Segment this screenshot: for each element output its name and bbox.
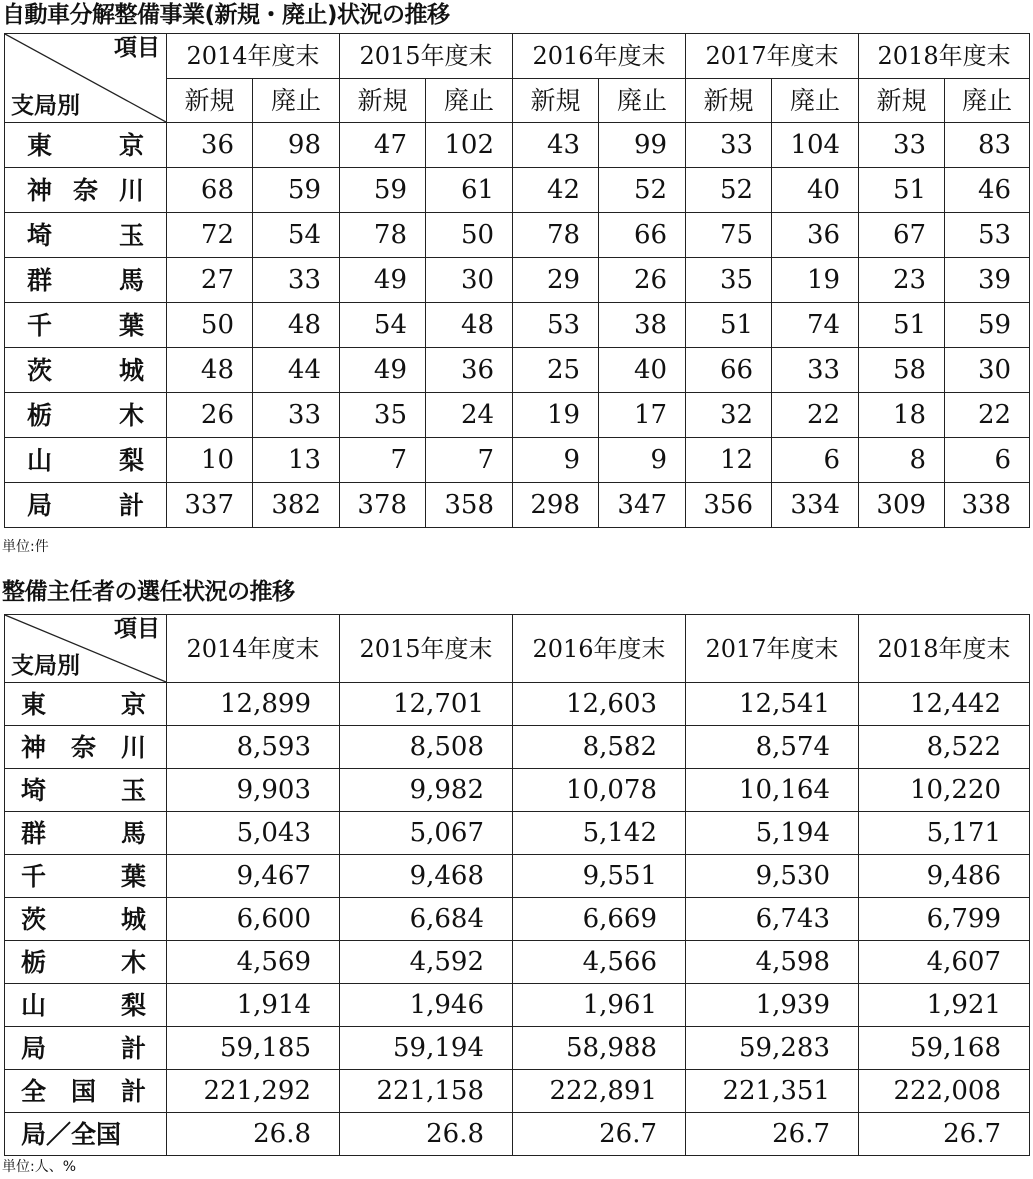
value-cell: 36 bbox=[772, 213, 859, 258]
value-cell: 49 bbox=[340, 258, 426, 303]
value-cell: 102 bbox=[426, 123, 513, 168]
row-label: 茨 城 bbox=[27, 355, 144, 385]
value-cell: 221,158 bbox=[340, 1070, 513, 1113]
value-cell: 40 bbox=[772, 168, 859, 213]
value-cell: 347 bbox=[599, 483, 686, 528]
year-header: 2014年度末 bbox=[167, 615, 340, 683]
row-label: 栃 木 bbox=[27, 400, 144, 430]
value-cell: 29 bbox=[513, 258, 599, 303]
value-cell: 26 bbox=[167, 393, 253, 438]
value-cell: 5,171 bbox=[859, 812, 1030, 855]
value-cell: 38 bbox=[599, 303, 686, 348]
table-row bbox=[5, 769, 1030, 812]
value-cell: 4,592 bbox=[340, 941, 513, 984]
row-label: 栃 木 bbox=[21, 947, 146, 977]
new-header: 新規 bbox=[340, 79, 426, 123]
value-cell: 53 bbox=[513, 303, 599, 348]
new-header: 新規 bbox=[859, 79, 945, 123]
value-cell: 52 bbox=[686, 168, 772, 213]
value-cell: 33 bbox=[253, 393, 340, 438]
table2-title: 整備主任者の選任状況の推移 bbox=[2, 579, 295, 605]
value-cell: 26.8 bbox=[340, 1113, 513, 1156]
value-cell: 19 bbox=[513, 393, 599, 438]
corner-header-item: 項目 bbox=[114, 35, 160, 61]
value-cell: 221,351 bbox=[686, 1070, 859, 1113]
row-label: 局／全国 bbox=[21, 1119, 122, 1149]
year-header: 2015年度末 bbox=[340, 34, 513, 79]
value-cell: 6,684 bbox=[340, 898, 513, 941]
value-cell: 25 bbox=[513, 348, 599, 393]
value-cell: 378 bbox=[340, 483, 426, 528]
value-cell: 24 bbox=[426, 393, 513, 438]
value-cell: 99 bbox=[599, 123, 686, 168]
table-row bbox=[5, 168, 1030, 213]
table-row bbox=[5, 258, 1030, 303]
value-cell: 13 bbox=[253, 438, 340, 483]
abolish-header: 廃止 bbox=[945, 79, 1030, 123]
value-cell: 4,566 bbox=[513, 941, 686, 984]
value-cell: 10,220 bbox=[859, 769, 1030, 812]
value-cell: 66 bbox=[599, 213, 686, 258]
value-cell: 334 bbox=[772, 483, 859, 528]
value-cell: 6 bbox=[772, 438, 859, 483]
value-cell: 58 bbox=[859, 348, 945, 393]
value-cell: 98 bbox=[253, 123, 340, 168]
mechanic-table bbox=[4, 614, 1030, 1156]
value-cell: 75 bbox=[686, 213, 772, 258]
table-row bbox=[5, 438, 1030, 483]
value-cell: 7 bbox=[340, 438, 426, 483]
value-cell: 32 bbox=[686, 393, 772, 438]
value-cell: 30 bbox=[426, 258, 513, 303]
new-abolish-table bbox=[4, 33, 1030, 528]
value-cell: 17 bbox=[599, 393, 686, 438]
new-header: 新規 bbox=[513, 79, 599, 123]
year-header: 2017年度末 bbox=[686, 34, 859, 79]
corner-header-branch: 支局別 bbox=[11, 93, 80, 119]
table-row bbox=[5, 348, 1030, 393]
value-cell: 50 bbox=[167, 303, 253, 348]
value-cell: 9,551 bbox=[513, 855, 686, 898]
row-label: 千 葉 bbox=[21, 861, 146, 891]
new-header: 新規 bbox=[167, 79, 253, 123]
value-cell: 66 bbox=[686, 348, 772, 393]
value-cell: 8 bbox=[859, 438, 945, 483]
value-cell: 51 bbox=[686, 303, 772, 348]
value-cell: 12,603 bbox=[513, 683, 686, 726]
value-cell: 59,168 bbox=[859, 1027, 1030, 1070]
value-cell: 337 bbox=[167, 483, 253, 528]
value-cell: 4,598 bbox=[686, 941, 859, 984]
value-cell: 8,574 bbox=[686, 726, 859, 769]
row-label: 東 京 bbox=[27, 130, 144, 160]
value-cell: 59,194 bbox=[340, 1027, 513, 1070]
value-cell: 9 bbox=[599, 438, 686, 483]
value-cell: 49 bbox=[340, 348, 426, 393]
value-cell: 22 bbox=[945, 393, 1030, 438]
value-cell: 51 bbox=[859, 303, 945, 348]
value-cell: 12,541 bbox=[686, 683, 859, 726]
table-row bbox=[5, 1027, 1030, 1070]
table-row bbox=[5, 303, 1030, 348]
value-cell: 33 bbox=[686, 123, 772, 168]
value-cell: 59 bbox=[253, 168, 340, 213]
abolish-header: 廃止 bbox=[599, 79, 686, 123]
value-cell: 1,961 bbox=[513, 984, 686, 1027]
table-row bbox=[5, 898, 1030, 941]
table2-unit: 単位:人、% bbox=[2, 1159, 77, 1175]
year-header: 2015年度末 bbox=[340, 615, 513, 683]
value-cell: 221,292 bbox=[167, 1070, 340, 1113]
table-row bbox=[5, 984, 1030, 1027]
value-cell: 5,043 bbox=[167, 812, 340, 855]
abolish-header: 廃止 bbox=[426, 79, 513, 123]
value-cell: 43 bbox=[513, 123, 599, 168]
row-label: 山 梨 bbox=[27, 445, 144, 475]
value-cell: 58,988 bbox=[513, 1027, 686, 1070]
value-cell: 39 bbox=[945, 258, 1030, 303]
value-cell: 44 bbox=[253, 348, 340, 393]
value-cell: 9,982 bbox=[340, 769, 513, 812]
value-cell: 27 bbox=[167, 258, 253, 303]
value-cell: 5,142 bbox=[513, 812, 686, 855]
value-cell: 1,914 bbox=[167, 984, 340, 1027]
value-cell: 12 bbox=[686, 438, 772, 483]
value-cell: 35 bbox=[340, 393, 426, 438]
row-label: 埼 玉 bbox=[21, 775, 146, 805]
year-header: 2016年度末 bbox=[513, 615, 686, 683]
value-cell: 30 bbox=[945, 348, 1030, 393]
row-label: 群 馬 bbox=[21, 818, 146, 848]
value-cell: 8,582 bbox=[513, 726, 686, 769]
value-cell: 382 bbox=[253, 483, 340, 528]
value-cell: 9,530 bbox=[686, 855, 859, 898]
row-label: 局 計 bbox=[21, 1033, 146, 1063]
table-row bbox=[5, 683, 1030, 726]
value-cell: 22 bbox=[772, 393, 859, 438]
value-cell: 48 bbox=[253, 303, 340, 348]
table-row bbox=[5, 393, 1030, 438]
value-cell: 36 bbox=[426, 348, 513, 393]
value-cell: 18 bbox=[859, 393, 945, 438]
value-cell: 8,508 bbox=[340, 726, 513, 769]
table1-unit: 単位:件 bbox=[2, 539, 49, 555]
value-cell: 5,067 bbox=[340, 812, 513, 855]
value-cell: 52 bbox=[599, 168, 686, 213]
value-cell: 10,078 bbox=[513, 769, 686, 812]
value-cell: 35 bbox=[686, 258, 772, 303]
value-cell: 1,921 bbox=[859, 984, 1030, 1027]
table-row bbox=[5, 726, 1030, 769]
year-header: 2017年度末 bbox=[686, 615, 859, 683]
row-label: 局 計 bbox=[27, 490, 144, 520]
value-cell: 26 bbox=[599, 258, 686, 303]
value-cell: 356 bbox=[686, 483, 772, 528]
row-label: 神 奈 川 bbox=[21, 732, 146, 762]
table-row bbox=[5, 123, 1030, 168]
value-cell: 5,194 bbox=[686, 812, 859, 855]
value-cell: 59,283 bbox=[686, 1027, 859, 1070]
header-row-years bbox=[5, 34, 1030, 79]
value-cell: 6,600 bbox=[167, 898, 340, 941]
year-header: 2018年度末 bbox=[859, 34, 1030, 79]
value-cell: 338 bbox=[945, 483, 1030, 528]
value-cell: 33 bbox=[253, 258, 340, 303]
row-label: 群 馬 bbox=[27, 265, 144, 295]
value-cell: 19 bbox=[772, 258, 859, 303]
value-cell: 72 bbox=[167, 213, 253, 258]
header-row-years bbox=[5, 615, 1030, 683]
value-cell: 6,799 bbox=[859, 898, 1030, 941]
abolish-header: 廃止 bbox=[772, 79, 859, 123]
value-cell: 50 bbox=[426, 213, 513, 258]
row-label: 埼 玉 bbox=[27, 220, 144, 250]
value-cell: 358 bbox=[426, 483, 513, 528]
value-cell: 6,743 bbox=[686, 898, 859, 941]
value-cell: 78 bbox=[340, 213, 426, 258]
value-cell: 33 bbox=[859, 123, 945, 168]
value-cell: 1,939 bbox=[686, 984, 859, 1027]
value-cell: 47 bbox=[340, 123, 426, 168]
value-cell: 51 bbox=[859, 168, 945, 213]
value-cell: 6 bbox=[945, 438, 1030, 483]
row-label: 全 国 計 bbox=[21, 1076, 146, 1106]
table1-title: 自動車分解整備事業(新規・廃止)状況の推移 bbox=[2, 2, 450, 28]
value-cell: 8,593 bbox=[167, 726, 340, 769]
value-cell: 40 bbox=[599, 348, 686, 393]
corner-cell bbox=[5, 34, 167, 123]
value-cell: 222,008 bbox=[859, 1070, 1030, 1113]
value-cell: 9,467 bbox=[167, 855, 340, 898]
row-label: 神 奈 川 bbox=[27, 175, 144, 205]
value-cell: 10,164 bbox=[686, 769, 859, 812]
value-cell: 78 bbox=[513, 213, 599, 258]
value-cell: 26.7 bbox=[686, 1113, 859, 1156]
value-cell: 26.8 bbox=[167, 1113, 340, 1156]
value-cell: 36 bbox=[167, 123, 253, 168]
value-cell: 10 bbox=[167, 438, 253, 483]
table-row bbox=[5, 1070, 1030, 1113]
value-cell: 48 bbox=[167, 348, 253, 393]
value-cell: 12,899 bbox=[167, 683, 340, 726]
value-cell: 9,903 bbox=[167, 769, 340, 812]
value-cell: 104 bbox=[772, 123, 859, 168]
corner-cell bbox=[5, 615, 167, 683]
value-cell: 6,669 bbox=[513, 898, 686, 941]
value-cell: 33 bbox=[772, 348, 859, 393]
row-label: 東 京 bbox=[21, 689, 146, 719]
value-cell: 54 bbox=[253, 213, 340, 258]
abolish-header: 廃止 bbox=[253, 79, 340, 123]
value-cell: 26.7 bbox=[859, 1113, 1030, 1156]
value-cell: 68 bbox=[167, 168, 253, 213]
row-label: 山 梨 bbox=[21, 990, 146, 1020]
value-cell: 309 bbox=[859, 483, 945, 528]
row-label: 茨 城 bbox=[21, 904, 146, 934]
table-row bbox=[5, 483, 1030, 528]
value-cell: 74 bbox=[772, 303, 859, 348]
table-row bbox=[5, 855, 1030, 898]
value-cell: 53 bbox=[945, 213, 1030, 258]
value-cell: 83 bbox=[945, 123, 1030, 168]
value-cell: 12,442 bbox=[859, 683, 1030, 726]
value-cell: 48 bbox=[426, 303, 513, 348]
value-cell: 9,468 bbox=[340, 855, 513, 898]
value-cell: 61 bbox=[426, 168, 513, 213]
year-header: 2014年度末 bbox=[167, 34, 340, 79]
corner-header-item: 項目 bbox=[114, 616, 160, 642]
value-cell: 67 bbox=[859, 213, 945, 258]
value-cell: 12,701 bbox=[340, 683, 513, 726]
value-cell: 59 bbox=[340, 168, 426, 213]
table-row bbox=[5, 1113, 1030, 1156]
table-row bbox=[5, 941, 1030, 984]
value-cell: 7 bbox=[426, 438, 513, 483]
value-cell: 222,891 bbox=[513, 1070, 686, 1113]
value-cell: 9,486 bbox=[859, 855, 1030, 898]
value-cell: 9 bbox=[513, 438, 599, 483]
value-cell: 42 bbox=[513, 168, 599, 213]
value-cell: 298 bbox=[513, 483, 599, 528]
year-header: 2018年度末 bbox=[859, 615, 1030, 683]
value-cell: 59 bbox=[945, 303, 1030, 348]
value-cell: 4,569 bbox=[167, 941, 340, 984]
corner-header-branch: 支局別 bbox=[11, 653, 80, 679]
value-cell: 23 bbox=[859, 258, 945, 303]
value-cell: 59,185 bbox=[167, 1027, 340, 1070]
value-cell: 8,522 bbox=[859, 726, 1030, 769]
value-cell: 46 bbox=[945, 168, 1030, 213]
row-label: 千 葉 bbox=[27, 310, 144, 340]
value-cell: 4,607 bbox=[859, 941, 1030, 984]
year-header: 2016年度末 bbox=[513, 34, 686, 79]
new-header: 新規 bbox=[686, 79, 772, 123]
table-row bbox=[5, 812, 1030, 855]
value-cell: 26.7 bbox=[513, 1113, 686, 1156]
value-cell: 1,946 bbox=[340, 984, 513, 1027]
value-cell: 54 bbox=[340, 303, 426, 348]
table-row bbox=[5, 213, 1030, 258]
